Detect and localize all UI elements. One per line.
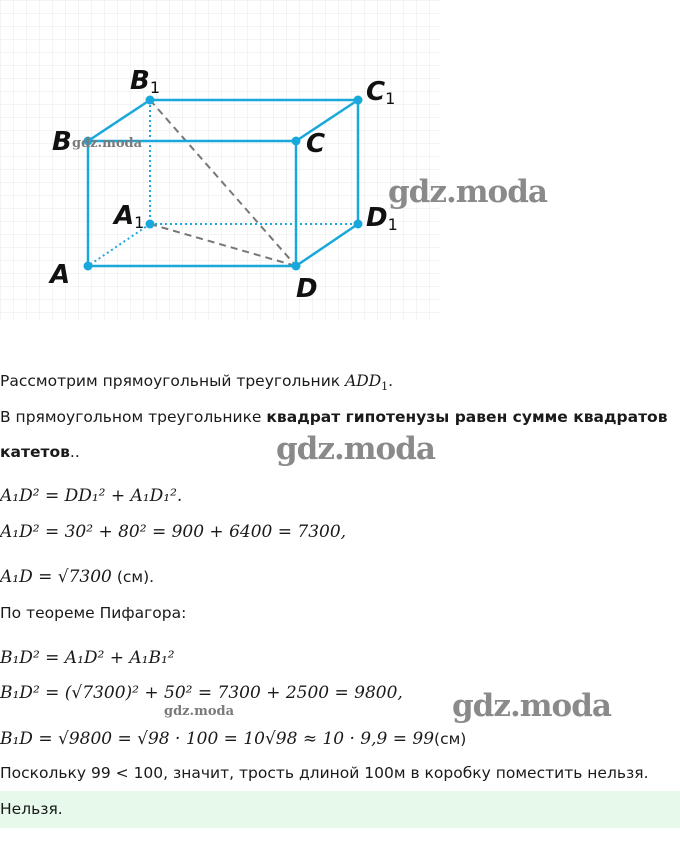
rule-line-end: катетов.. xyxy=(0,443,80,461)
equation-4: B₁D² = A₁D² + A₁B₁² xyxy=(0,648,175,668)
watermark-big: gdz.moda xyxy=(388,174,547,210)
pythagoras-label: По теореме Пифагора: xyxy=(0,604,187,622)
watermark-small: gdz.moda xyxy=(72,136,143,151)
rule-line: В прямоугольном треугольнике квадрат гипотенузы равен сумме квадратов xyxy=(0,408,668,426)
intro-line: Рассмотрим прямоугольный треугольник $ADD_1$. xyxy=(0,372,394,394)
answer-box xyxy=(0,791,680,828)
vertex-a xyxy=(84,262,93,271)
label-b1: B1 xyxy=(130,66,161,97)
vertex-a1 xyxy=(146,220,155,229)
label-c: C xyxy=(306,129,326,159)
equation-3: A₁D = √7300 (см). xyxy=(0,567,155,587)
vertex-c xyxy=(292,137,301,146)
label-d: D xyxy=(296,274,318,304)
equation-1: A₁D² = DD₁² + A₁D₁². xyxy=(0,486,183,506)
label-a1: A1 xyxy=(114,201,145,232)
parallelepiped-diagram xyxy=(0,0,440,320)
watermark-big: gdz.moda xyxy=(452,688,611,724)
box-figure xyxy=(0,0,440,320)
equation-5: B₁D² = (√7300)² + 50² = 7300 + 2500 = 9800, xyxy=(0,683,403,703)
label-a: A xyxy=(50,260,71,290)
label-d1: D1 xyxy=(366,203,398,234)
watermark-small: gdz.moda xyxy=(164,704,235,719)
watermark-big: gdz.moda xyxy=(276,431,435,467)
vertex-c1 xyxy=(354,96,363,105)
equation-6: B₁D = √9800 = √98 · 100 = 10√98 ≈ 10 · 9,9 = 99(см) xyxy=(0,729,467,749)
answer-text: Нельзя. xyxy=(0,800,63,818)
label-b: B xyxy=(52,127,72,157)
conclusion: Поскольку 99 < 100, значит, трость длиной 100м в коробку поместить нельзя. xyxy=(0,764,649,782)
equation-2: A₁D² = 30² + 80² = 900 + 6400 = 7300, xyxy=(0,522,347,542)
label-c1: C1 xyxy=(366,77,396,108)
vertex-d1 xyxy=(354,220,363,229)
vertex-d xyxy=(292,262,301,271)
